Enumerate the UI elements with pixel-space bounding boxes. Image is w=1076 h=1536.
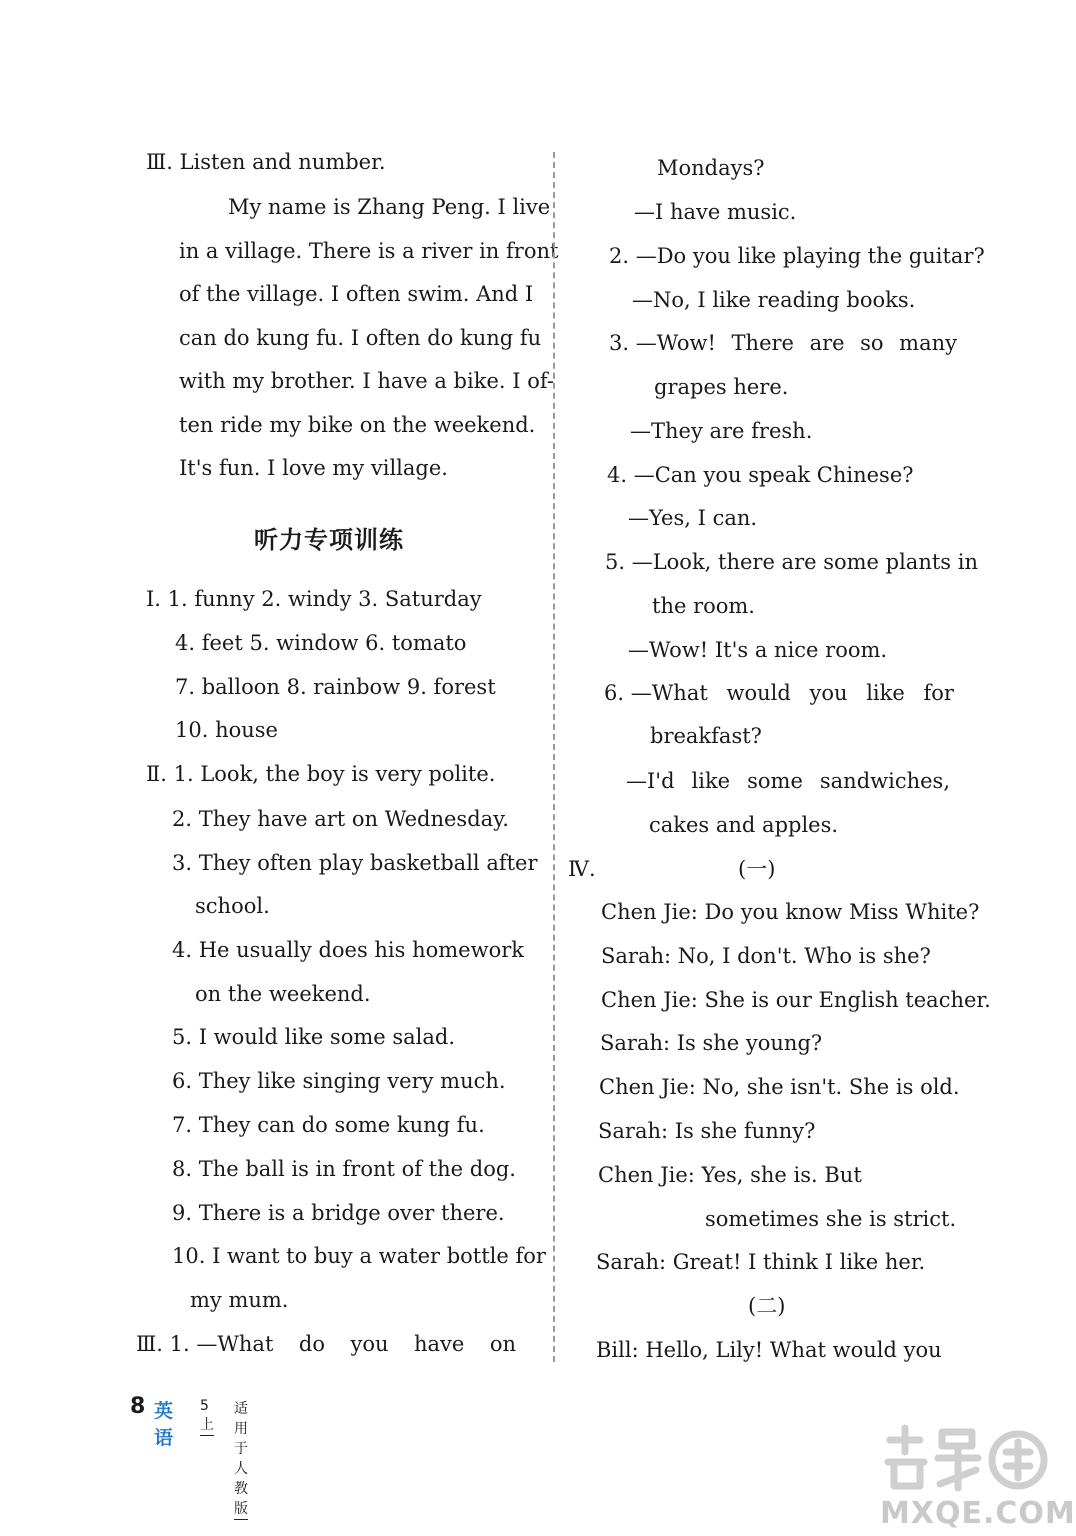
section-ii-item-cont: on the weekend. xyxy=(195,982,371,1006)
answer-line: —I'd like some sandwiches, xyxy=(626,769,950,793)
answer-line-cont: Mondays? xyxy=(657,156,765,180)
watermark-logo xyxy=(880,1418,1076,1531)
column-divider xyxy=(553,152,555,1362)
dialogue-line: Sarah: Is she young? xyxy=(600,1031,823,1055)
answer-line-cont: the room. xyxy=(652,594,755,618)
section-ii-item-cont: school. xyxy=(195,894,270,918)
dialogue-line: Chen Jie: Do you know Miss White? xyxy=(601,900,980,924)
answer-line: 3. —Wow! There are so many xyxy=(609,331,957,355)
edition-label: 适用于人教版 xyxy=(234,1398,248,1520)
section-iv-label: Ⅳ. xyxy=(568,857,596,881)
answer-line: —Yes, I can. xyxy=(628,506,758,530)
section-ii-item: 3. They often play basketball after xyxy=(172,851,538,875)
dialogue-line: Bill: Hello, Lily! What would you xyxy=(596,1338,942,1362)
dialogue-two-heading: (二) xyxy=(748,1294,786,1318)
section-ii-item: 6. They like singing very much. xyxy=(172,1069,506,1093)
answer-line-cont: cakes and apples. xyxy=(649,813,839,837)
dialogue-line: Sarah: Is she funny? xyxy=(598,1119,816,1143)
answer-line: —I have music. xyxy=(634,200,797,224)
answer-line-cont: breakfast? xyxy=(650,724,762,748)
section-ii-item: 2. They have art on Wednesday. xyxy=(172,807,509,831)
section-ii-item: 10. I want to buy a water bottle for xyxy=(172,1244,546,1268)
dialogue-line: Chen Jie: She is our English teacher. xyxy=(601,988,991,1012)
dialogue-line-cont: sometimes she is strict. xyxy=(705,1207,957,1231)
section-ii-item: 5. I would like some salad. xyxy=(172,1025,456,1049)
answer-line: —Wow! It's a nice room. xyxy=(628,638,888,662)
section-ii-item: 7. They can do some kung fu. xyxy=(172,1113,485,1137)
section-iii-heading: Ⅲ. Listen and number. xyxy=(146,150,386,174)
dialogue-line: Sarah: Great! I think I like her. xyxy=(596,1250,926,1274)
page-number: 8 xyxy=(130,1394,146,1419)
dialogue-line: Sarah: No, I don't. Who is she? xyxy=(601,944,931,968)
passage-line: My name is Zhang Peng. I live xyxy=(228,195,551,219)
passage-line: in a village. There is a river in front xyxy=(179,239,559,263)
answer-line-cont: grapes here. xyxy=(654,375,789,399)
listening-training-heading: 听力专项训练 xyxy=(254,526,404,554)
answer-line: —They are fresh. xyxy=(630,419,813,443)
section-i-row: Ⅰ. 1. funny 2. windy 3. Saturday xyxy=(146,587,482,611)
passage-line: of the village. I often swim. And I xyxy=(179,282,534,306)
answer-line: 6. —What would you like for xyxy=(604,681,954,705)
passage-line: ten ride my bike on the weekend. xyxy=(179,413,536,437)
answer-line: 5. —Look, there are some plants in xyxy=(605,550,978,574)
watermark-logo-icon xyxy=(880,1418,1050,1498)
subject-label: 英语 xyxy=(154,1400,174,1449)
section-iii-item: Ⅲ. 1. —What do you have on xyxy=(136,1332,516,1356)
watermark-text: MXQE.COM xyxy=(880,1496,1076,1531)
answer-line: 2. —Do you like playing the guitar? xyxy=(609,244,985,268)
section-ii-item: 4. He usually does his homework xyxy=(172,938,524,962)
passage-line: It's fun. I love my village. xyxy=(179,456,448,480)
section-ii-item: 9. There is a bridge over there. xyxy=(172,1201,505,1225)
dialogue-line: Chen Jie: No, she isn't. She is old. xyxy=(599,1075,960,1099)
section-i-row: 4. feet 5. window 6. tomato xyxy=(175,631,467,655)
section-i-row: 7. balloon 8. rainbow 9. forest xyxy=(175,675,496,699)
grade-label: 5上 xyxy=(200,1398,214,1436)
passage-line: with my brother. I have a bike. I of- xyxy=(179,369,554,393)
section-ii-item: Ⅱ. 1. Look, the boy is very polite. xyxy=(146,762,496,786)
dialogue-one-heading: (一) xyxy=(738,857,776,881)
answer-line: —No, I like reading books. xyxy=(632,288,916,312)
section-ii-item: 8. The ball is in front of the dog. xyxy=(172,1157,516,1181)
answer-line: 4. —Can you speak Chinese? xyxy=(607,463,914,487)
passage-line: can do kung fu. I often do kung fu xyxy=(179,326,542,350)
section-i-row: 10. house xyxy=(175,718,278,742)
section-ii-item-cont: my mum. xyxy=(190,1288,289,1312)
dialogue-line: Chen Jie: Yes, she is. But xyxy=(598,1163,862,1187)
